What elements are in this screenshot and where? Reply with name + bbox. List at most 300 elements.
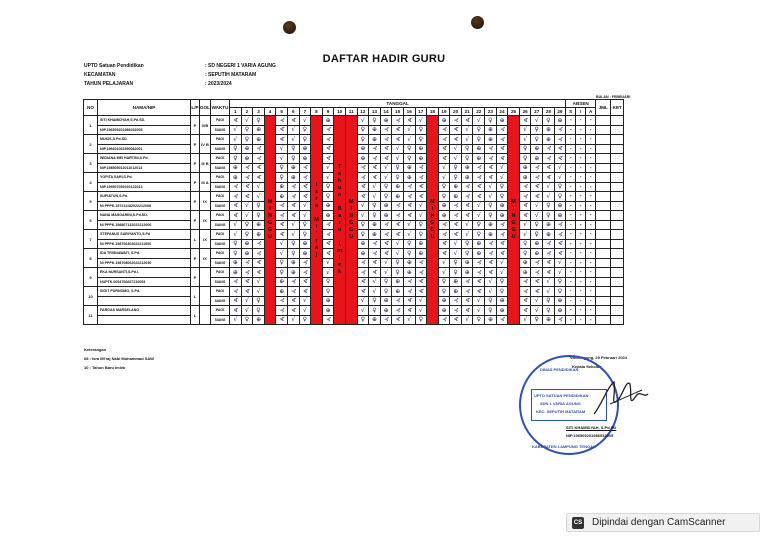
ket-cell — [611, 173, 624, 183]
signer-title: Kepala Sekolah — [572, 364, 602, 369]
attendance-mark: ♀ — [392, 258, 404, 268]
attendance-mark: ⊕ — [322, 116, 334, 126]
attendance-mark: ⊰ — [230, 192, 242, 202]
attendance-mark: √ — [230, 230, 242, 240]
absen-cell: - — [576, 220, 586, 230]
teacher-name: SIGIT PURNOMO, S.Pd. — [98, 287, 191, 297]
teacher-gender: P — [191, 211, 200, 230]
attendance-mark: ⊰ — [369, 249, 381, 259]
attendance-mark: √ — [473, 211, 485, 221]
attendance-mark: ♀ — [357, 230, 369, 240]
attendance-mark: ∢ — [403, 296, 415, 306]
jml-cell — [596, 230, 611, 240]
attendance-mark: √ — [438, 258, 450, 268]
attendance-mark: ∢ — [403, 201, 415, 211]
ket-cell — [611, 211, 624, 221]
attendance-mark: √ — [241, 116, 253, 126]
attendance-mark: ⊕ — [531, 249, 543, 259]
col-header-waktu: WAKTU — [211, 100, 230, 116]
attendance-mark: ♀ — [253, 201, 265, 211]
attendance-mark: ⊕ — [357, 249, 369, 259]
attendance-mark: ♀ — [369, 296, 381, 306]
jml-cell — [596, 239, 611, 249]
attendance-mark: ⊰ — [461, 277, 473, 287]
attendance-mark: √ — [369, 277, 381, 287]
attendance-mark: √ — [392, 154, 404, 164]
absen-cell: - — [566, 192, 576, 202]
attendance-mark: ♀ — [369, 201, 381, 211]
note-isra-miraj: 08 : Isra Mi'raj Nabi Muhammad SAW — [84, 356, 154, 361]
teacher-gender: P — [191, 173, 200, 192]
attendance-mark: ⊰ — [230, 277, 242, 287]
attendance-mark: ♀ — [276, 163, 288, 173]
attendance-mark: ⊕ — [403, 258, 415, 268]
attendance-mark: ⊕ — [473, 154, 485, 164]
attendance-mark: ⊰ — [392, 116, 404, 126]
col-header-gol: GOL — [200, 100, 211, 116]
attendance-mark: ⊕ — [531, 154, 543, 164]
attendance-mark: ∢ — [531, 277, 543, 287]
attendance-mark: ∢ — [461, 296, 473, 306]
attendance-mark: ⊰ — [322, 125, 334, 135]
attendance-mark: ∢ — [322, 144, 334, 154]
attendance-mark: √ — [403, 135, 415, 145]
absen-cell: - — [576, 182, 586, 192]
attendance-mark: √ — [485, 277, 497, 287]
attendance-mark: √ — [369, 192, 381, 202]
attendance-mark: √ — [531, 116, 543, 126]
day-header: 5 — [276, 108, 288, 116]
attendance-mark: ∢ — [554, 249, 566, 259]
month-label: BULAN : FEBRUARI — [596, 95, 631, 99]
attendance-mark: √ — [322, 268, 334, 278]
teacher-nip: NIP.199507052020122013 — [98, 182, 191, 192]
ket-cell — [611, 201, 624, 211]
attendance-mark: ⊕ — [241, 249, 253, 259]
attendance-mark: ♀ — [230, 144, 242, 154]
attendance-mark: ♀ — [287, 144, 299, 154]
attendance-mark: ⊰ — [380, 315, 392, 325]
holiday-column-25 — [508, 116, 520, 325]
attendance-mark: ⊕ — [392, 182, 404, 192]
holiday-column-8 — [311, 116, 323, 325]
jml-cell — [596, 192, 611, 202]
teacher-nip: NUPTK.0054766667210053 — [98, 277, 191, 287]
absen-cell: - — [576, 192, 586, 202]
teacher-gender: P — [191, 135, 200, 154]
attendance-mark: √ — [415, 296, 427, 306]
attendance-mark: ♀ — [322, 277, 334, 287]
attendance-mark: ∢ — [230, 296, 242, 306]
punch-hole-right — [471, 16, 484, 29]
attendance-mark: ♀ — [241, 230, 253, 240]
attendance-mark: ⊰ — [438, 220, 450, 230]
attendance-mark: ⊰ — [253, 144, 265, 154]
attendance-mark: √ — [380, 258, 392, 268]
attendance-mark: ∢ — [461, 306, 473, 316]
attendance-mark: ♀ — [380, 277, 392, 287]
day-header: 7 — [299, 108, 311, 116]
attendance-mark: ∢ — [241, 277, 253, 287]
attendance-mark: ⊰ — [554, 315, 566, 325]
absen-cell: - — [566, 220, 576, 230]
attendance-mark: ⊰ — [322, 135, 334, 145]
attendance-mark: ⊰ — [287, 287, 299, 297]
attendance-mark: ⊰ — [357, 258, 369, 268]
col-header-absen: ABSEN — [566, 100, 596, 108]
absen-cell: - — [576, 211, 586, 221]
attendance-mark: ∢ — [241, 192, 253, 202]
day-header: 4 — [264, 108, 276, 116]
attendance-mark: ∢ — [322, 154, 334, 164]
attendance-mark: ⊰ — [531, 163, 543, 173]
col-header-tanggal: TANGGAL — [230, 100, 566, 108]
absen-cell: - — [566, 125, 576, 135]
day-header: 26 — [519, 108, 531, 116]
absen-header: S — [566, 108, 576, 116]
stamp-text: UPTD SATUAN PENDIDIKAN — [534, 393, 589, 398]
attendance-mark: ♀ — [403, 144, 415, 154]
teacher-golongan: IVB — [200, 116, 211, 135]
absen-cell: - — [576, 296, 586, 306]
teacher-nip — [98, 296, 191, 306]
attendance-mark: ∢ — [369, 173, 381, 183]
attendance-mark: ⊕ — [369, 220, 381, 230]
attendance-mark: √ — [357, 211, 369, 221]
attendance-mark: √ — [253, 277, 265, 287]
teacher-name: SITI KHAMIDYAH,S.Pd.SD. — [98, 116, 191, 126]
attendance-mark: ⊕ — [450, 192, 462, 202]
attendance-mark: √ — [450, 249, 462, 259]
attendance-mark: ⊕ — [403, 163, 415, 173]
attendance-mark: ⊰ — [322, 230, 334, 240]
attendance-mark: ∢ — [496, 239, 508, 249]
teacher-nip — [98, 315, 191, 325]
attendance-mark: √ — [392, 249, 404, 259]
attendance-mark: ∢ — [241, 182, 253, 192]
attendance-mark: ⊰ — [299, 173, 311, 183]
attendance-mark: ♀ — [473, 135, 485, 145]
attendance-mark: √ — [531, 306, 543, 316]
jml-cell — [596, 154, 611, 164]
day-header: 29 — [554, 108, 566, 116]
attendance-mark: ∢ — [230, 211, 242, 221]
teacher-golongan: III A — [200, 173, 211, 192]
attendance-mark: √ — [496, 268, 508, 278]
teacher-gender: P — [191, 268, 200, 287]
attendance-mark: ∢ — [415, 192, 427, 202]
attendance-mark: ♀ — [241, 315, 253, 325]
attendance-mark: √ — [450, 144, 462, 154]
attendance-mark: ⊕ — [415, 249, 427, 259]
attendance-mark: √ — [461, 220, 473, 230]
teacher-gender: P — [191, 154, 200, 173]
attendance-mark: ∢ — [287, 201, 299, 211]
attendance-mark: √ — [403, 230, 415, 240]
attendance-mark: ♀ — [357, 125, 369, 135]
attendance-mark: ⊕ — [380, 296, 392, 306]
attendance-mark: ∢ — [461, 201, 473, 211]
absen-cell: - — [576, 277, 586, 287]
attendance-mark: ⊕ — [519, 173, 531, 183]
attendance-mark: ♀ — [322, 192, 334, 202]
attendance-mark: ♀ — [461, 249, 473, 259]
absen-cell: - — [576, 268, 586, 278]
attendance-mark: ♀ — [519, 249, 531, 259]
absen-cell: - — [566, 116, 576, 126]
attendance-mark: ♀ — [392, 163, 404, 173]
attendance-mark: ⊕ — [543, 125, 555, 135]
attendance-mark: ⊕ — [496, 296, 508, 306]
attendance-mark: ♀ — [543, 201, 555, 211]
attendance-mark: ⊰ — [380, 220, 392, 230]
shift-label: PAGI — [211, 116, 230, 126]
attendance-mark: ⊰ — [299, 268, 311, 278]
ket-cell — [611, 154, 624, 164]
attendance-mark: ∢ — [299, 182, 311, 192]
attendance-mark: ∢ — [276, 230, 288, 240]
attendance-mark: ⊕ — [287, 173, 299, 183]
attendance-mark: √ — [519, 220, 531, 230]
signer-nip: NIP.196509201986032005 — [566, 433, 614, 438]
attendance-mark: ⊰ — [276, 296, 288, 306]
attendance-mark: ♀ — [403, 239, 415, 249]
absen-cell: - — [586, 249, 596, 259]
attendance-mark: √ — [322, 173, 334, 183]
day-header: 24 — [496, 108, 508, 116]
teacher-gender: L — [191, 287, 200, 306]
ket-cell — [611, 277, 624, 287]
attendance-mark: ♀ — [543, 306, 555, 316]
attendance-mark: ♀ — [543, 211, 555, 221]
absen-cell: - — [586, 201, 596, 211]
attendance-mark: ⊰ — [450, 201, 462, 211]
attendance-mark: ⊰ — [369, 239, 381, 249]
attendance-mark: ♀ — [438, 287, 450, 297]
attendance-mark: ♀ — [276, 268, 288, 278]
attendance-mark: ♀ — [485, 211, 497, 221]
attendance-mark: ⊰ — [276, 116, 288, 126]
attendance-mark: √ — [299, 116, 311, 126]
attendance-mark: √ — [473, 296, 485, 306]
attendance-mark: ♀ — [392, 268, 404, 278]
attendance-mark: √ — [392, 239, 404, 249]
attendance-mark: ⊕ — [485, 125, 497, 135]
attendance-mark: ⊰ — [485, 249, 497, 259]
day-header: 17 — [415, 108, 427, 116]
attendance-mark: √ — [369, 182, 381, 192]
attendance-mark: ⊕ — [380, 116, 392, 126]
attendance-mark: ♀ — [485, 201, 497, 211]
attendance-mark: ♀ — [519, 154, 531, 164]
shift-label: PAGI — [211, 306, 230, 316]
attendance-mark: ⊕ — [241, 239, 253, 249]
attendance-mark: ⊕ — [519, 268, 531, 278]
note-imlek: 10 : Tahun Baru Imlek — [84, 365, 126, 370]
attendance-mark: ⊰ — [438, 125, 450, 135]
attendance-mark: √ — [496, 163, 508, 173]
attendance-mark: ⊕ — [438, 201, 450, 211]
absen-cell: - — [576, 258, 586, 268]
absen-cell: - — [586, 230, 596, 240]
attendance-mark: ⊰ — [450, 306, 462, 316]
day-header: 19 — [438, 108, 450, 116]
attendance-mark: √ — [543, 277, 555, 287]
camscanner-watermark — [566, 513, 760, 532]
absen-cell: - — [576, 239, 586, 249]
attendance-mark: ⊰ — [473, 173, 485, 183]
attendance-mark: ♀ — [473, 315, 485, 325]
attendance-mark: √ — [485, 182, 497, 192]
attendance-mark: √ — [496, 258, 508, 268]
attendance-mark: √ — [299, 296, 311, 306]
attendance-mark: ♀ — [496, 192, 508, 202]
attendance-mark: ⊰ — [276, 211, 288, 221]
attendance-mark: ♀ — [299, 220, 311, 230]
row-number: 5 — [84, 192, 98, 211]
attendance-mark: ⊰ — [543, 249, 555, 259]
day-header: 28 — [543, 108, 555, 116]
info-label: TAHUN PELAJARAN — [84, 81, 134, 87]
shift-label: SIANG — [211, 296, 230, 306]
punch-hole-left — [283, 21, 296, 34]
shift-label: PAGI — [211, 287, 230, 297]
attendance-mark: ∢ — [473, 182, 485, 192]
attendance-mark: ⊰ — [403, 287, 415, 297]
attendance-mark: ⊕ — [299, 249, 311, 259]
teacher-name: IDA TRISNAWATI, S.Pd. — [98, 249, 191, 259]
attendance-mark: ⊕ — [253, 220, 265, 230]
attendance-mark: √ — [473, 201, 485, 211]
attendance-mark: ∢ — [403, 211, 415, 221]
attendance-mark: ♀ — [554, 277, 566, 287]
attendance-mark: ⊰ — [380, 230, 392, 240]
attendance-mark: ∢ — [299, 287, 311, 297]
attendance-mark: ⊕ — [230, 258, 242, 268]
day-header: 23 — [485, 108, 497, 116]
day-header: 18 — [427, 108, 439, 116]
attendance-mark: √ — [543, 287, 555, 297]
absen-cell: - — [586, 125, 596, 135]
absen-cell: - — [566, 182, 576, 192]
attendance-mark: √ — [287, 135, 299, 145]
attendance-mark: √ — [276, 154, 288, 164]
attendance-mark: ♀ — [253, 296, 265, 306]
attendance-mark: √ — [554, 163, 566, 173]
signer-name: SITI KHAMIDYAH, S.Pd.SD — [566, 425, 617, 430]
attendance-mark: ♀ — [531, 125, 543, 135]
attendance-mark: ⊰ — [380, 125, 392, 135]
attendance-mark: ⊕ — [461, 173, 473, 183]
attendance-mark: ∢ — [380, 239, 392, 249]
attendance-mark: ∢ — [380, 154, 392, 164]
day-header: 15 — [392, 108, 404, 116]
attendance-mark: √ — [241, 211, 253, 221]
absen-cell: - — [586, 315, 596, 325]
absen-cell: - — [566, 239, 576, 249]
teacher-name: STEPANUS SARIYANTO,S.Pd — [98, 230, 191, 240]
shift-label: SIANG — [211, 201, 230, 211]
day-header: 3 — [253, 108, 265, 116]
attendance-mark: ♀ — [531, 135, 543, 145]
row-number: 7 — [84, 230, 98, 249]
absen-cell: - — [576, 230, 586, 240]
attendance-mark: √ — [438, 163, 450, 173]
absen-cell: - — [576, 116, 586, 126]
attendance-mark: ⊰ — [554, 125, 566, 135]
attendance-mark: ♀ — [415, 315, 427, 325]
attendance-mark: ♀ — [461, 154, 473, 164]
jml-cell — [596, 163, 611, 173]
attendance-mark: ♀ — [473, 230, 485, 240]
attendance-mark: ∢ — [415, 277, 427, 287]
attendance-mark: √ — [519, 135, 531, 145]
attendance-mark: ⊰ — [496, 125, 508, 135]
jml-cell — [596, 268, 611, 278]
attendance-mark: ∢ — [241, 287, 253, 297]
attendance-mark: ⊰ — [450, 296, 462, 306]
attendance-mark: ∢ — [357, 277, 369, 287]
attendance-mark: ⊰ — [543, 144, 555, 154]
attendance-mark: ⊕ — [485, 315, 497, 325]
attendance-mark: √ — [230, 135, 242, 145]
absen-cell: - — [566, 230, 576, 240]
attendance-mark: ⊕ — [438, 116, 450, 126]
attendance-mark: ⊰ — [357, 268, 369, 278]
keterangan-title: Keterangan — [84, 347, 107, 352]
camscanner-logo-icon: CS — [572, 517, 584, 529]
attendance-mark: √ — [485, 192, 497, 202]
attendance-mark: ∢ — [450, 135, 462, 145]
attendance-mark: ∢ — [438, 249, 450, 259]
attendance-mark: ♀ — [543, 296, 555, 306]
attendance-mark: ♀ — [230, 249, 242, 259]
absen-cell: - — [576, 315, 586, 325]
attendance-mark: ⊕ — [473, 239, 485, 249]
attendance-mark: √ — [287, 230, 299, 240]
attendance-mark: ⊕ — [461, 258, 473, 268]
attendance-mark: ♀ — [543, 116, 555, 126]
attendance-mark: ♀ — [531, 315, 543, 325]
attendance-mark: √ — [415, 211, 427, 221]
attendance-mark: ⊕ — [531, 144, 543, 154]
attendance-mark: ⊰ — [241, 268, 253, 278]
absen-cell: - — [586, 116, 596, 126]
attendance-mark: ⊕ — [322, 201, 334, 211]
attendance-mark: ♀ — [519, 239, 531, 249]
absen-cell: - — [586, 296, 596, 306]
col-header-no: NO — [84, 100, 98, 116]
attendance-mark: √ — [415, 201, 427, 211]
teacher-name: FARGAS MARSELANO — [98, 306, 191, 316]
attendance-mark: ⊕ — [380, 211, 392, 221]
row-number: 3 — [84, 154, 98, 173]
shift-label: PAGI — [211, 230, 230, 240]
shift-label: PAGI — [211, 268, 230, 278]
attendance-mark: ⊰ — [519, 182, 531, 192]
attendance-mark: ⊰ — [369, 154, 381, 164]
attendance-mark: √ — [403, 125, 415, 135]
attendance-mark: ♀ — [230, 239, 242, 249]
attendance-mark: ⊰ — [253, 239, 265, 249]
attendance-mark: √ — [380, 173, 392, 183]
attendance-mark: ∢ — [496, 154, 508, 164]
attendance-mark: ∢ — [403, 116, 415, 126]
attendance-mark: ∢ — [369, 258, 381, 268]
attendance-mark: ∢ — [438, 154, 450, 164]
stamp-text: KEC. SEPUTIH MATARAM — [536, 409, 586, 414]
shift-label: PAGI — [211, 249, 230, 259]
